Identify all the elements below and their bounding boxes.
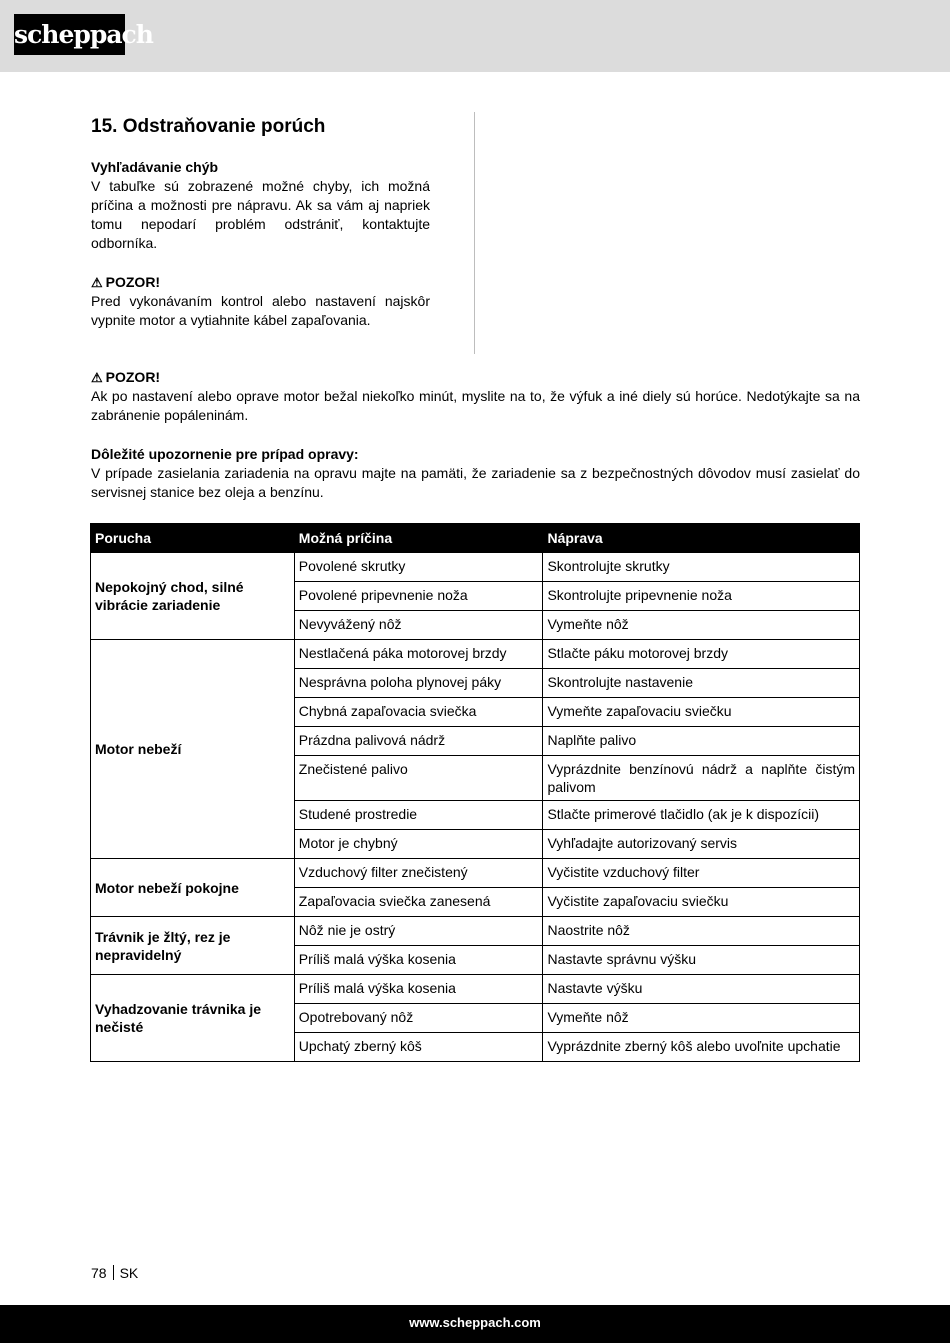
remedy-cell: Nastavte výšku [543, 975, 860, 1004]
intro-block [91, 158, 430, 253]
fault-cell: Nepokojný chod, silné vibrácie zariadenie [91, 553, 295, 640]
fault-cell: Vyhadzovanie trávnika je nečisté [91, 975, 295, 1062]
warning-block-1 [91, 273, 430, 330]
cause-cell: Znečistené palivo [294, 756, 543, 801]
remedy-cell: Skontrolujte nastavenie [543, 669, 860, 698]
footer-url: www.scheppach.com [409, 1315, 541, 1330]
remedy-cell: Stlačte páku motorovej brzdy [543, 640, 860, 669]
repair-note-text: V prípade zasielania zariadenia na opravu majte na pamäti, že zariadenie sa z bezpečnostných dôvodov musí zasielať do servisnej stanice bez oleja a benzínu. [91, 465, 860, 500]
warning-triangle-icon: ⚠ [91, 275, 103, 290]
remedy-cell: Vyprázdnite benzínovú nádrž a naplňte čistým palivom [543, 756, 860, 801]
repair-note-block [91, 445, 860, 502]
column-header-remedy: Náprava [543, 524, 860, 553]
cause-cell: Nôž nie je ostrý [294, 917, 543, 946]
table-header-row [91, 524, 860, 553]
remedy-cell: Vyprázdnite zberný kôš alebo uvoľnite upchatie [543, 1033, 860, 1062]
cause-cell: Nesprávna poloha plynovej páky [294, 669, 543, 698]
table-row [91, 640, 860, 669]
table-row [91, 917, 860, 946]
brand-logo: scheppach [14, 14, 125, 55]
remedy-cell: Vyhľadajte autorizovaný servis [543, 830, 860, 859]
table-row [91, 859, 860, 888]
intro-text: V tabuľke sú zobrazené možné chyby, ich možná príčina a možnosti pre nápravu. Ak sa vám aj napriek tomu nepodarí problém odstrániť, kontaktujte odborníka. [91, 178, 430, 251]
warning-triangle-icon: ⚠ [91, 370, 103, 385]
remedy-cell: Nastavte správnu výšku [543, 946, 860, 975]
warning-block-2 [91, 368, 860, 425]
table-row [91, 975, 860, 1004]
remedy-cell: Naplňte palivo [543, 727, 860, 756]
page-language: SK [119, 1265, 139, 1281]
page-number-separator [113, 1265, 114, 1280]
warning-text: Pred vykonávaním kontrol alebo nastavení najskôr vypnite motor a vytiahnite kábel zapaľovania. [91, 293, 430, 328]
cause-cell: Opotrebovaný nôž [294, 1004, 543, 1033]
warning-label: POZOR! [105, 369, 161, 385]
cause-cell: Motor je chybný [294, 830, 543, 859]
remedy-cell: Skontrolujte pripevnenie noža [543, 582, 860, 611]
cause-cell: Studené prostredie [294, 801, 543, 830]
cause-cell: Vzduchový filter znečistený [294, 859, 543, 888]
column-header-cause: Možná príčina [294, 524, 543, 553]
page-number-value: 78 [91, 1265, 107, 1281]
cause-cell: Príliš malá výška kosenia [294, 946, 543, 975]
fault-cell: Motor nebeží [91, 640, 295, 859]
cause-cell: Príliš malá výška kosenia [294, 975, 543, 1004]
remedy-cell: Skontrolujte skrutky [543, 553, 860, 582]
remedy-cell: Vymeňte zapaľovaciu sviečku [543, 698, 860, 727]
repair-note-heading: Dôležité upozornenie pre prípad opravy: [91, 446, 359, 462]
cause-cell: Prázdna palivová nádrž [294, 727, 543, 756]
cause-cell: Chybná zapaľovacia sviečka [294, 698, 543, 727]
cause-cell: Nevyvážený nôž [294, 611, 543, 640]
fault-cell: Motor nebeží pokojne [91, 859, 295, 917]
remedy-cell: Naostrite nôž [543, 917, 860, 946]
cause-cell: Zapaľovacia sviečka zanesená [294, 888, 543, 917]
table-row [91, 553, 860, 582]
column-divider [474, 112, 475, 354]
remedy-cell: Stlačte primerové tlačidlo (ak je k dispozícii) [543, 801, 860, 830]
page-number [91, 1265, 138, 1281]
warning-label: POZOR! [105, 274, 161, 290]
cause-cell: Upchatý zberný kôš [294, 1033, 543, 1062]
warning-text: Ak po nastavení alebo oprave motor bežal niekoľko minút, myslite na to, že výfuk a iné diely sú horúce. Nedotýkajte sa na zabránenie popáleninám. [91, 388, 860, 423]
intro-heading: Vyhľadávanie chýb [91, 159, 219, 175]
cause-cell: Povolené skrutky [294, 553, 543, 582]
fault-cell: Trávnik je žltý, rez je nepravidelný [91, 917, 295, 975]
cause-cell: Povolené pripevnenie noža [294, 582, 543, 611]
section-title: 15. Odstraňovanie porúch [91, 116, 326, 137]
remedy-cell: Vymeňte nôž [543, 611, 860, 640]
remedy-cell: Vyčistite zapaľovaciu sviečku [543, 888, 860, 917]
troubleshooting-table [90, 523, 860, 1062]
column-header-fault: Porucha [91, 524, 295, 553]
cause-cell: Nestlačená páka motorovej brzdy [294, 640, 543, 669]
remedy-cell: Vymeňte nôž [543, 1004, 860, 1033]
remedy-cell: Vyčistite vzduchový filter [543, 859, 860, 888]
